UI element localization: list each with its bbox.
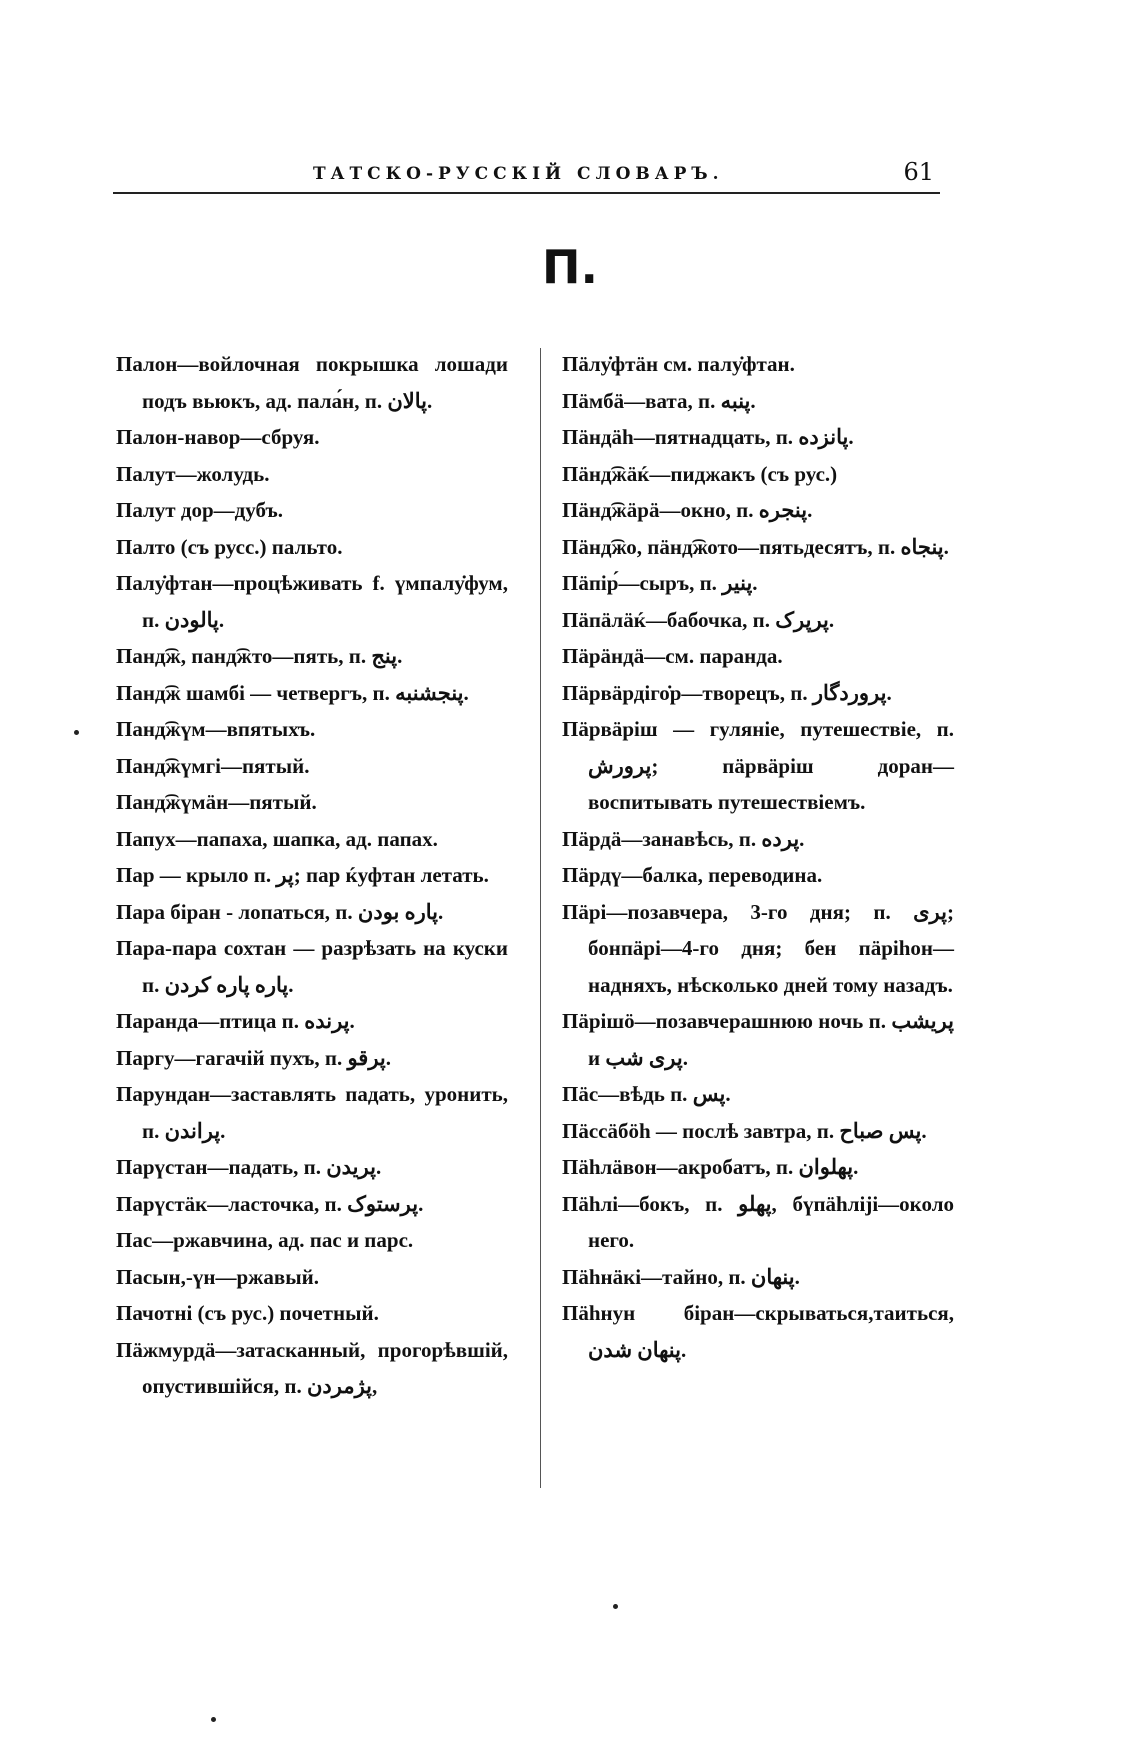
column-divider [540, 348, 541, 1488]
dictionary-entry: Пӓһнӓкі—тайно, п. پنهان. [562, 1264, 800, 1289]
dictionary-entry: Палто (съ русс.) пальто. [116, 534, 343, 559]
dictionary-entry: Пӓрдү—балка, переводина. [562, 863, 823, 887]
dictionary-entry: Палу̇фтан—процѣживать f. үмпалу̇фум, п. پالودن. [116, 571, 508, 632]
dictionary-entry: Панд͡жүмгі—пятый. [116, 753, 310, 778]
dictionary-entry: Пара-пара сохтан — разрѣзать на куски п. پاره پاره کردن. [116, 936, 508, 997]
dictionary-entry: Панд͡ж шамбі — четвергъ, п. پنجشنبه. [116, 680, 469, 705]
section-letter: П. [542, 240, 598, 294]
print-speck [613, 1604, 618, 1609]
dictionary-entry: Паранда—птица п. پرنده. [116, 1009, 355, 1033]
dictionary-entry: Пӓпӓлӓќ—бабочка, п. پرپرک. [562, 607, 835, 632]
running-head [113, 160, 940, 190]
print-speck [74, 730, 79, 735]
dictionary-entry: Папух—папаха, шапка, ад. папах. [116, 826, 438, 851]
running-title: ТАТСКО-РУССКІЙ СЛОВАРЪ. [313, 164, 724, 184]
dictionary-entry: Парундан—заставлять падать, уронить, п. پراندن. [116, 1082, 508, 1143]
print-speck [211, 1717, 216, 1722]
dictionary-entry: Пӓрішӧ—позавчерашнюю ночь п. پریشب и پری شب. [562, 1009, 954, 1070]
dictionary-entry: Паргу—гагачій пухъ, п. پرقو. [116, 1045, 392, 1070]
dictionary-entry: Пӓрі—позавчера, 3-го дня; п. پری; бонпӓрі—4-го дня; бен пӓріһон—надняхъ, нѣсколько дней тому назадъ. [562, 899, 954, 997]
dictionary-entry: Палон—войлочная покрышка лошади подъ вьюкъ, ад. пала́н, п. پالان. [116, 352, 508, 413]
right-column [562, 346, 954, 1368]
dictionary-entry: Пӓһнун біран—скрываться,таиться, پنهان شدن. [562, 1301, 954, 1362]
dictionary-entry: Пӓрвӓріш — гуляніе, путешествіе, п. پرورش; пӓрвӓріш доран—воспитывать путешествіемъ. [562, 717, 954, 814]
dictionary-entry: Пӓлу̇фтӓн см. палу̇фтан. [562, 352, 795, 376]
dictionary-entry: Панд͡жүмӓн—пятый. [116, 790, 317, 814]
dictionary-entry: Пӓс—вѣдь п. پس. [562, 1082, 731, 1106]
dictionary-entry: Пачотні (съ рус.) почетный. [116, 1301, 379, 1325]
left-column [116, 346, 508, 1405]
page-number: 61 [903, 158, 934, 186]
dictionary-entry: Пӓпір́—сыръ, п. پنیر. [562, 571, 758, 595]
dictionary-entry: Пас—ржавчина, ад. пас и парс. [116, 1228, 414, 1252]
dictionary-entry: Пара біран - лопаться, п. پاره بودن. [116, 899, 444, 924]
dictionary-entry: Пӓмбӓ—вата, п. پنبه. [562, 388, 756, 413]
dictionary-entry: Пӓжмурдӓ—затасканный, прогорѣвшій, опустившійся, п. پژمردن, [116, 1337, 508, 1398]
dictionary-entry: Палон-навор—сбруя. [116, 425, 320, 449]
dictionary-entry: Пӓндӓһ—пятнадцать, п. پانزده. [562, 425, 854, 449]
dictionary-entry: Парүстӓк—ласточка, п. پرستوک. [116, 1191, 424, 1216]
dictionary-entry: Пӓнд͡жӓрӓ—окно, п. پنجره. [562, 498, 813, 522]
dictionary-entry: Пӓрӓндӓ—см. паранда. [562, 644, 783, 668]
dictionary-entry: Пӓссӓбӧһ — послѣ завтра, п. پس صباح. [562, 1118, 927, 1143]
dictionary-entry: Пасын,-үн—ржавый. [116, 1264, 319, 1289]
dictionary-entry: Панд͡жүм—впятыхъ. [116, 717, 316, 741]
dictionary-entry: Панд͡ж, панд͡жто—пять, п. پنج. [116, 644, 403, 668]
dictionary-entry: Палут—жолудь. [116, 461, 270, 486]
dictionary-entry: Пӓһлі—бокъ, п. پهلو, бүпӓһліјі—около него. [562, 1191, 954, 1252]
header-rule [113, 192, 940, 194]
dictionary-entry: Пар — крыло п. پر; пар ќуфтан летать. [116, 863, 489, 887]
dictionary-entry: Палут дор—дубъ. [116, 498, 283, 522]
dictionary-entry: Пӓрдӓ—занавѣсь, п. پرده. [562, 826, 805, 851]
dictionary-entry: Пӓрвӓрдіго̇р—творецъ, п. پروردگار. [562, 680, 892, 705]
dictionary-entry: Пӓнд͡жӓќ—пиджакъ (съ рус.) [562, 461, 838, 486]
dictionary-entry: Пӓнд͡жо, пӓнд͡жото—пятьдесятъ, п. پنجاه. [562, 534, 949, 559]
dictionary-entry: Парүстан—падать, п. پریدن. [116, 1155, 382, 1179]
dictionary-entry: Пӓһлӓвон—акробатъ, п. پهلوان. [562, 1155, 859, 1179]
